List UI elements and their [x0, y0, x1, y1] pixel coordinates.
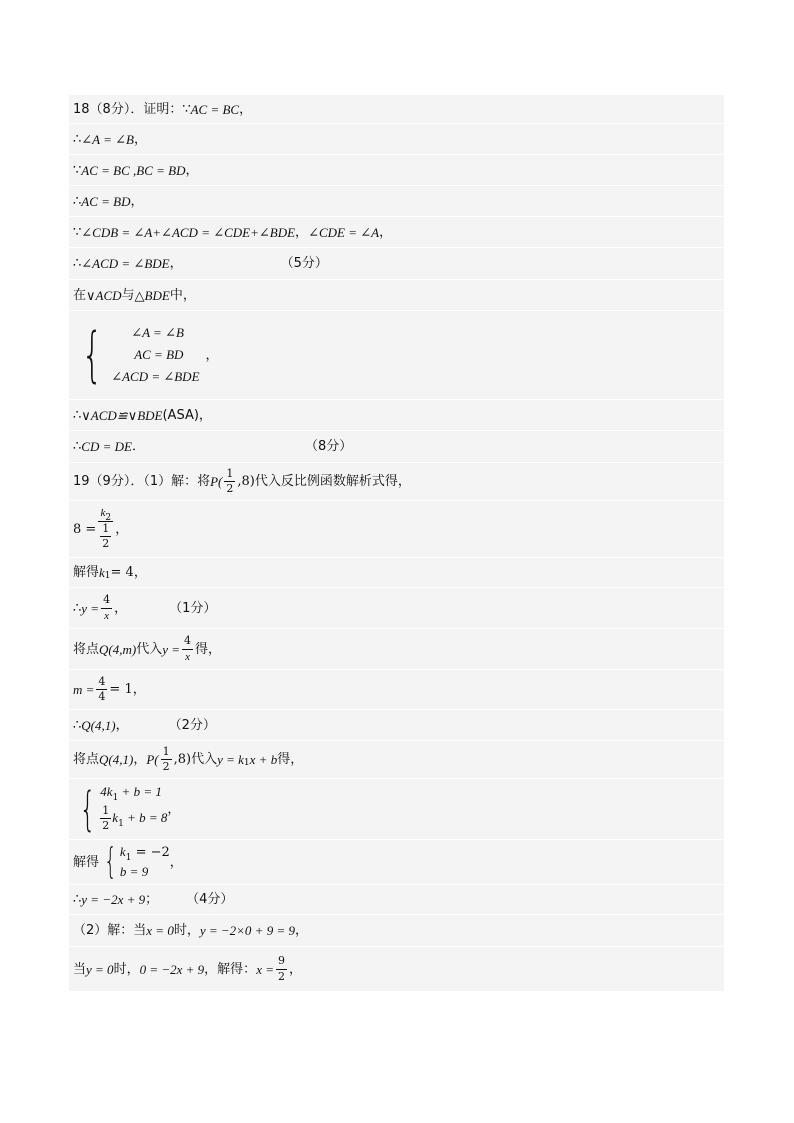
equation-system — [73, 320, 200, 390]
subscript: 1 — [125, 852, 132, 863]
text: 与 — [121, 287, 135, 303]
equation-system — [73, 782, 168, 836]
text: 中， — [169, 287, 196, 303]
text: 解得 — [73, 854, 100, 870]
punct: ， — [133, 752, 147, 767]
math-expr: ,8) — [173, 752, 192, 767]
system-line: ∠A = ∠B — [131, 324, 184, 340]
text: 在 — [73, 287, 87, 303]
math-expr: y = 0 — [86, 961, 114, 977]
fraction — [224, 468, 235, 495]
math-expr: ∠A = ∠B — [81, 131, 134, 147]
math-expr: ,8) — [237, 474, 255, 489]
punct: ， — [198, 407, 212, 423]
part-2-heading: （2）解：当 — [73, 923, 147, 938]
var: k — [100, 507, 106, 520]
math-expr: ∠CDE = ∠A — [308, 224, 380, 240]
text: 得， — [195, 641, 222, 657]
text: 将点 — [73, 752, 100, 767]
line-ac-bc-bd — [69, 155, 724, 186]
line-substitute-q-p-linear — [69, 741, 724, 779]
denominator: 2 — [102, 537, 110, 551]
math-expr: Q(4,m) — [99, 641, 137, 657]
subscript: 1 — [118, 819, 124, 830]
math-expr: y = −2x + 9 — [81, 892, 146, 907]
fraction — [101, 594, 112, 621]
text: 代入 — [136, 641, 163, 657]
math-expr: x + b — [249, 752, 278, 767]
line-part2-x0 — [69, 915, 724, 947]
punct: ． — [131, 439, 145, 454]
fraction — [96, 676, 107, 703]
subscript: 2 — [105, 513, 112, 524]
var: k — [99, 565, 105, 580]
line-congruent-asa — [69, 400, 724, 431]
math-expr: m = — [73, 682, 95, 697]
text: ，解得： — [204, 961, 257, 977]
left-brace: { — [104, 841, 117, 882]
because-symbol: ∵ — [73, 224, 82, 240]
math-expr: ∨ACD — [86, 287, 122, 303]
punct: ， — [379, 224, 393, 240]
math-expr: △BDE — [134, 287, 170, 303]
punct: ； — [145, 892, 159, 907]
numerator: 4 — [182, 635, 193, 649]
math-expr: ∠ACD = ∠BDE — [81, 256, 170, 271]
line-18-proof-start — [69, 95, 724, 124]
math-expr: + b = 8 — [123, 810, 168, 826]
punct: ， — [114, 600, 128, 616]
punct: ， — [132, 682, 146, 697]
line-angle-a-eq-b — [69, 124, 724, 155]
fraction — [161, 746, 172, 773]
line-y-eq-4-over-x — [69, 588, 724, 629]
math-expr: = 4 — [110, 565, 134, 580]
because-symbol: ∵ — [73, 162, 82, 178]
punct: ， — [239, 101, 253, 117]
system-line — [100, 784, 167, 804]
line-angle-acd-eq-bde — [69, 248, 724, 280]
q18-heading: 18（8分）．证明：∵ — [73, 101, 191, 117]
fraction — [276, 955, 287, 982]
denominator: 2 — [162, 760, 170, 773]
math-expr: x = 0 — [146, 923, 174, 938]
math-expr: = −2 — [131, 844, 170, 860]
math-expr: AC = BD — [81, 193, 131, 209]
subscript: 1 — [112, 793, 119, 804]
denominator: 2 — [277, 969, 285, 983]
text: 时， — [113, 961, 140, 977]
math-expr: P( — [210, 474, 223, 489]
math-expr: 8 = — [73, 521, 97, 537]
math-expr: ∠CDB = ∠A+∠ACD = ∠CDE+∠BDE — [81, 224, 296, 240]
denominator: 4 — [98, 690, 106, 703]
fraction — [100, 805, 111, 832]
system-line: b = 9 — [119, 863, 149, 879]
math-expr: + b = 1 — [118, 784, 162, 800]
therefore-symbol: ∴ — [73, 717, 82, 733]
score-mark: （8分） — [304, 439, 353, 454]
text: 当 — [73, 961, 87, 977]
line-congruence-system — [69, 311, 724, 400]
punct: ， — [169, 256, 183, 271]
math-expr: Q(4,1) — [99, 752, 134, 767]
math-expr: = 1 — [109, 682, 133, 697]
math-expr: AC = BC ,BC = BD — [81, 162, 186, 178]
math-expr: AC = BC — [190, 101, 240, 117]
math-expr: k — [112, 810, 119, 826]
text: 解得 — [73, 565, 100, 580]
punct: ， — [115, 717, 129, 733]
math-expr: CD = DE — [81, 439, 132, 454]
numerator: 1 — [100, 805, 111, 819]
therefore-symbol: ∴ — [73, 256, 82, 271]
line-solve-system — [69, 840, 724, 885]
score-mark: （4分） — [186, 892, 234, 907]
line-angle-cdb — [69, 217, 724, 248]
math-expr: y = −2×0 + 9 = 9 — [199, 923, 295, 938]
math-expr: P( — [146, 752, 159, 767]
line-solve-k1 — [69, 558, 724, 588]
line-8-eq-k2-over-half — [69, 501, 724, 558]
math-expr: 4k — [100, 784, 113, 800]
line-linear-system — [69, 779, 724, 840]
math-expr: Q(4,1) — [81, 717, 116, 733]
text: 时， — [173, 923, 200, 938]
punct: ， — [167, 801, 181, 817]
subscript: 1 — [243, 758, 250, 768]
therefore-symbol: ∴ — [73, 407, 82, 423]
system-line — [100, 805, 167, 832]
system-line: ∠ACD = ∠BDE — [111, 368, 200, 384]
denominator: x — [185, 650, 190, 663]
numerator: 9 — [276, 955, 287, 969]
therefore-symbol: ∴ — [73, 193, 82, 209]
system-line: AC = BD — [134, 346, 184, 362]
therefore-symbol: ∴ — [73, 131, 82, 147]
score-mark: （2分） — [168, 717, 216, 733]
line-y-linear — [69, 885, 724, 915]
answer-sheet — [69, 95, 724, 992]
equation-system — [99, 841, 170, 882]
line-substitute-q — [69, 629, 724, 670]
score-mark: （1分） — [169, 600, 217, 616]
math-expr: x = — [256, 961, 274, 977]
numerator: 1 — [100, 523, 111, 537]
subscript: 1 — [104, 571, 111, 581]
numerator — [98, 507, 113, 522]
q19-heading: 19（9分）．（1）解：将 — [73, 474, 211, 489]
line-part2-y0 — [69, 947, 724, 992]
numerator: 4 — [101, 594, 112, 608]
line-in-triangles — [69, 280, 724, 311]
fraction — [182, 635, 193, 662]
numerator: 1 — [224, 468, 235, 482]
punct: ， — [295, 224, 309, 240]
math-expr: 0 = −2x + 9 — [139, 961, 205, 977]
denominator: 2 — [102, 819, 110, 833]
math-expr: (ASA) — [162, 407, 199, 423]
line-q-4-1 — [69, 710, 724, 741]
denominator: 2 — [226, 482, 234, 495]
punct: ， — [130, 193, 144, 209]
text: 得， — [277, 752, 304, 767]
var: k — [119, 843, 126, 859]
math-expr: ∨ACD≌∨BDE — [81, 407, 163, 423]
punct: ， — [288, 961, 302, 977]
fraction — [100, 523, 111, 550]
fraction — [98, 507, 113, 550]
punct: ， — [294, 923, 308, 938]
therefore-symbol: ∴ — [73, 600, 82, 616]
left-brace: { — [79, 782, 96, 836]
system-line — [120, 845, 170, 861]
punct: ， — [115, 521, 129, 537]
punct: ， — [133, 565, 147, 580]
line-ac-eq-bd — [69, 186, 724, 217]
punct: ， — [134, 131, 148, 147]
numerator: 1 — [161, 746, 172, 760]
denominator: x — [104, 609, 110, 622]
punct: ， — [205, 347, 219, 363]
math-expr: y = k — [217, 752, 244, 767]
denominator — [98, 522, 113, 550]
math-expr: y = — [162, 641, 181, 657]
score-mark: （5分） — [280, 256, 328, 271]
left-brace: { — [81, 320, 103, 390]
numerator: 4 — [96, 676, 107, 690]
line-m-eq-1 — [69, 670, 724, 710]
line-19-substitute-p — [69, 463, 724, 501]
math-expr: y = — [81, 600, 100, 616]
therefore-symbol: ∴ — [73, 439, 82, 454]
punct: ， — [169, 854, 183, 870]
line-cd-eq-de — [69, 431, 724, 463]
text: 将点 — [73, 641, 100, 657]
text: 代入 — [191, 752, 218, 767]
text: 代入反比例函数解析式得， — [254, 474, 411, 489]
punct: ， — [185, 162, 199, 178]
therefore-symbol: ∴ — [73, 892, 82, 907]
